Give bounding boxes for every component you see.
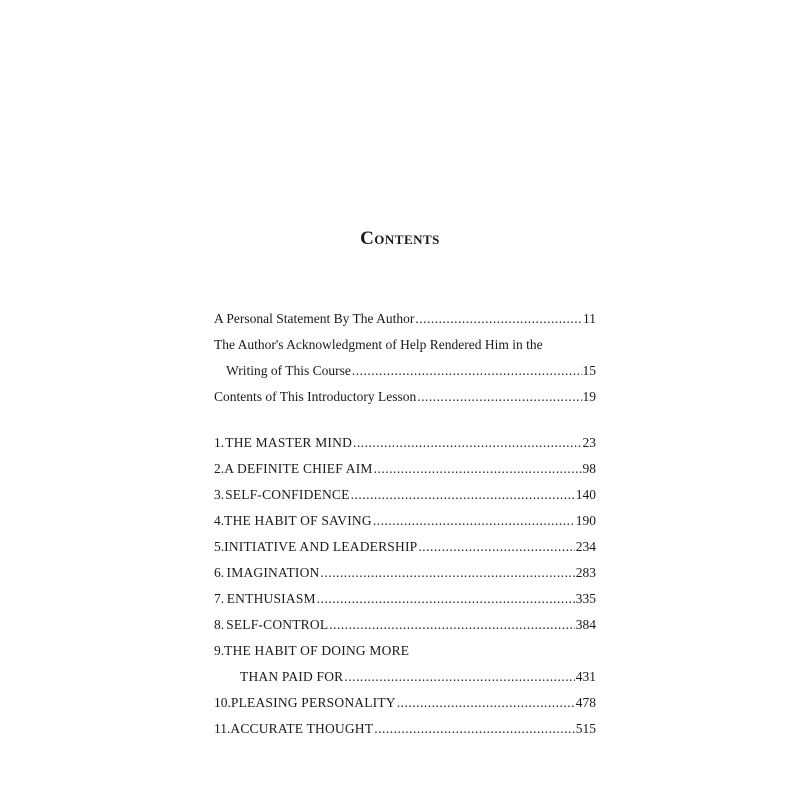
toc-entry-page: 15 (582, 363, 596, 378)
dot-leader (352, 358, 582, 384)
dot-leader (418, 534, 574, 560)
chapter-number: 8. (214, 617, 225, 632)
dot-leader (397, 690, 575, 716)
chapter-number: 6. (214, 565, 225, 580)
chapter-number: 9. (214, 643, 225, 658)
chapter-title: INITIATIVE AND LEADERSHIP (224, 539, 418, 554)
chapter-title: SELF-CONFIDENCE (225, 487, 350, 502)
toc-entry[interactable] (214, 358, 596, 384)
toc-entry-page: 11 (583, 311, 596, 326)
dot-leader (415, 306, 582, 332)
chapter-page: 283 (575, 565, 596, 580)
dot-leader (373, 508, 575, 534)
dot-leader (353, 430, 581, 456)
dot-leader (329, 612, 574, 638)
chapter-page: 478 (575, 695, 596, 710)
chapter-title: THAN PAID FOR (240, 669, 344, 684)
chapter-page: 384 (575, 617, 596, 632)
toc-entry-page: 19 (582, 389, 596, 404)
chapter-entry[interactable] (214, 586, 596, 612)
chapter-entry[interactable] (214, 456, 596, 482)
dot-leader (344, 664, 574, 690)
chapter-list (214, 430, 596, 742)
chapter-number: 7. (214, 591, 225, 606)
dot-leader (351, 482, 575, 508)
toc-entry[interactable] (214, 384, 596, 410)
toc-entry-label: The Author's Acknowledgment of Help Rendered Him in the (214, 337, 543, 352)
toc-entry-label: Writing of This Course (226, 363, 351, 378)
toc-entry[interactable] (214, 332, 596, 358)
chapter-entry[interactable] (214, 664, 596, 690)
chapter-entry[interactable] (214, 690, 596, 716)
chapter-entry[interactable] (214, 560, 596, 586)
chapter-entry[interactable] (214, 482, 596, 508)
chapter-entry[interactable] (214, 508, 596, 534)
chapter-page: 234 (575, 539, 596, 554)
chapter-page: 23 (582, 435, 596, 450)
chapter-title: ACCURATE THOUGHT (230, 721, 374, 736)
chapter-page: 515 (575, 721, 596, 736)
chapter-entry[interactable] (214, 430, 596, 456)
toc-entry[interactable] (214, 306, 596, 332)
chapter-number: 10. (214, 695, 231, 710)
chapter-page: 98 (582, 461, 596, 476)
chapter-title: ENTHUSIASM (226, 591, 316, 606)
chapter-title: THE HABIT OF SAVING (224, 513, 372, 528)
section-gap (214, 410, 596, 430)
chapter-number: 4. (214, 513, 225, 528)
chapter-page: 335 (575, 591, 596, 606)
chapter-title: THE MASTER MIND (225, 435, 353, 450)
chapter-title: SELF-CONTROL (226, 617, 329, 632)
chapter-number: 11. (214, 721, 231, 736)
chapter-entry[interactable] (214, 534, 596, 560)
dot-leader (374, 716, 575, 742)
chapter-page: 431 (575, 669, 596, 684)
dot-leader (374, 456, 582, 482)
dot-leader (320, 560, 574, 586)
chapter-number: 3. (214, 487, 225, 502)
chapter-title: PLEASING PERSONALITY (230, 695, 396, 710)
page-title: Contents (360, 228, 440, 249)
chapter-entry[interactable] (214, 638, 596, 664)
chapter-title: THE HABIT OF DOING MORE (224, 643, 410, 658)
chapter-number: 5. (214, 539, 225, 554)
dot-leader (417, 384, 581, 410)
chapter-entry[interactable] (214, 612, 596, 638)
chapter-entry[interactable] (214, 716, 596, 742)
table-of-contents (214, 306, 596, 742)
chapter-number: 2. (214, 461, 225, 476)
front-matter-list (214, 306, 596, 410)
chapter-number: 1. (214, 435, 225, 450)
toc-entry-label: Contents of This Introductory Lesson (214, 389, 417, 404)
chapter-page: 140 (575, 487, 596, 502)
chapter-title: IMAGINATION (226, 565, 320, 580)
chapter-title: A DEFINITE CHIEF AIM (224, 461, 373, 476)
chapter-page: 190 (575, 513, 596, 528)
toc-entry-label: A Personal Statement By The Author (214, 311, 415, 326)
dot-leader (317, 586, 575, 612)
